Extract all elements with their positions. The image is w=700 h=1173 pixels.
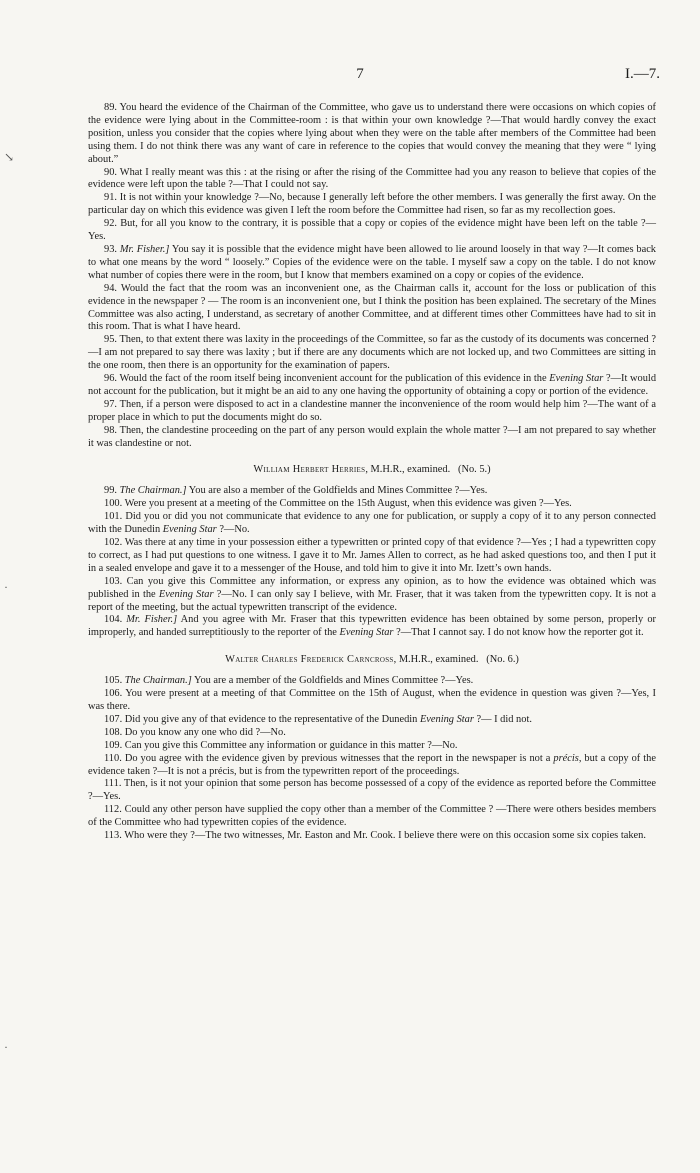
- answer-text: Was there at any time in your possession either a typewritten or printed copy of that evidence ?—Yes ; I had a typewritten copy to correct, as I had put questions to one witness. I gave it to Mr. James Allen to correct, as he had asked questions too, and then I put it in a sealed envelope and gave it to a messenger of the House, and told him to give it into Mr. Izett’s own hands.: [88, 537, 657, 574]
- witness-number: (No. 6.): [486, 654, 519, 666]
- question-paragraph: [88, 102, 656, 167]
- question-paragraph: [88, 804, 656, 830]
- answer-text: You heard the evidence of the Chairman of the Committee, who gave us to understand there were occasions on which copies of the evidence were lying about in the Committee-room : is that within your own knowledge ?—That would hardly convey the exact position, unless you consider that the copies where lying about when they were on the table after members of the Committee had been using them. I do not think there was any want of care in reference to the copies that would convey the meaning that they were “ lying about.”: [88, 102, 656, 165]
- document-body: [88, 102, 656, 843]
- italic-reference: précis: [553, 752, 579, 764]
- question-paragraph: [88, 218, 656, 244]
- italic-reference: Evening Star: [162, 524, 217, 536]
- question-number: 102.: [104, 537, 125, 548]
- answer-text: Can you give this Committee any information or guidance in this matter ?—No.: [124, 739, 458, 751]
- margin-mark: ↘: [4, 150, 15, 164]
- answer-text: Would the fact that the room was an inconvenient one, as the Chairman calls it, account for the loss or publication of this evidence in the newspaper ? — The room is an inconvenient one, but I think the position has been explained. The secretary of the Mines Committee was also acting, I understand, as secretary of another Committee, and at different times other Committees have had to sit in this room. That is what I have heard.: [88, 282, 656, 333]
- page-header: [60, 66, 660, 86]
- question-number: 107.: [104, 713, 125, 725]
- question-text: Did you give any of that evidence to the representative of the Dunedin: [124, 713, 420, 725]
- answer-text: It is not within your knowledge ?—No, because I generally left before the other members. I was generally the first away. On the particular day on which this evidence was given I left the room before the Committee had risen, so far as my recollection goes.: [88, 192, 657, 217]
- question-paragraph: [88, 498, 656, 511]
- question-number: 94.: [104, 282, 121, 294]
- question-text: Did you or did you not communicate that evidence to any one for publication, or supply a copy of it to any person connected with the Dunedin: [88, 511, 656, 536]
- answer-text: ?—No. I can only say I believe, with Mr. Fraser, that it was taken from the typewritten copy. It is not a report of the meeting, but the actual typewritten transcript of the evidence.: [88, 588, 657, 613]
- question-number: 109.: [104, 739, 125, 751]
- answer-text: Do you know any one who did ?—No.: [124, 726, 286, 738]
- question-paragraph: [88, 830, 656, 843]
- question-number: 97.: [104, 398, 120, 410]
- question-paragraph: [88, 778, 656, 804]
- question-number: 110.: [104, 752, 125, 764]
- page-reference: I.—7.: [625, 66, 660, 82]
- question-paragraph: [88, 399, 656, 425]
- answer-text: Then, to that extent there was laxity in the proceedings of the Committee, so far as the custody of its documents was concerned ?—I am not prepared to say there was laxity ; but if there are any documents which are not locked up, and two Committees are sitting in the one room, then there is an opportunity for the examination of papers.: [88, 334, 656, 372]
- answer-text: Then, if a person were disposed to act in a clandestine manner the inconvenience of the room would help him ?—The want of a proper place in which to put the documents might do so.: [88, 398, 656, 423]
- question-number: 89.: [104, 102, 120, 113]
- question-paragraph: [88, 373, 656, 399]
- answer-text: But, for all you know to the contrary, it is possible that a copy or copies of the evidence might have been left on the table ?—Yes.: [88, 218, 656, 243]
- page-number: 7: [356, 66, 364, 82]
- answer-text: Who were they ?—The two witnesses, Mr. Easton and Mr. Cook. I believe there were on this occasion some six copies taken.: [124, 830, 646, 842]
- question-text: Can you give this Committee any information, or express any opinion, as to how the evidence was obtained which was published in the: [88, 575, 657, 600]
- answer-text: ?—It would not account for the publication, but it might be an aid to any one having the opportunity of obtaining a copy or portion of the evidence.: [88, 373, 657, 397]
- answer-text: Could any other person have supplied the copy other than a member of the Committee ? —There were others besides members of the Committee who had typewritten copies of the evidence.: [88, 804, 657, 829]
- answer-text: ?—That I cannot say. I do not know how the reporter got it.: [393, 627, 644, 639]
- answer-text: You are a member of the Goldfields and Mines Committee ?—Yes.: [193, 675, 474, 687]
- question-text: Would the fact of the room itself being inconvenient account for the publication of this evidence in the: [119, 373, 550, 385]
- answer-text: ?—No.: [216, 524, 250, 536]
- testimony-group-fraser: [88, 102, 656, 450]
- testimony-group-herries: [88, 485, 656, 640]
- question-paragraph: [88, 511, 656, 537]
- answer-text: What I really meant was this : at the rising or after the rising of the Committee had you any reason to believe that copies of the evidence were left upon the table ?—That I could not say.: [88, 166, 656, 191]
- question-paragraph: [88, 485, 656, 498]
- question-paragraph: [88, 688, 656, 714]
- question-number: 92.: [104, 218, 121, 230]
- question-text: Do you agree with the evidence given by previous witnesses that the report in the newspaper is not a: [124, 752, 554, 764]
- question-number: 112.: [104, 804, 125, 816]
- speaker-label: Mr. Fisher.]: [126, 614, 178, 626]
- answer-text: , but a copy of the evidence taken ?—It is not a précis, but is from the typewritten report of the proceedings.: [88, 752, 656, 777]
- question-number: 99.: [104, 485, 120, 497]
- question-paragraph: [88, 283, 656, 335]
- margin-mark: ·: [4, 580, 8, 594]
- question-paragraph: [88, 425, 656, 451]
- testimony-group-carncross: [88, 675, 656, 843]
- question-number: 95.: [104, 334, 120, 346]
- question-number: 101.: [104, 511, 126, 523]
- answer-text: You were present at a meeting of that Committee on the 15th of August, when the evidence in question was given ?—Yes, I was there.: [88, 688, 656, 712]
- witness-heading-herries: [88, 464, 656, 477]
- speaker-label: The Chairman.]: [119, 485, 187, 497]
- question-number: 108.: [104, 726, 125, 738]
- answer-text: Then, the clandestine proceeding on the part of any person would explain the whole matter ?—I am not prepared to say whether it was clandestine or not.: [88, 424, 656, 449]
- answer-text: You say it is possible that the evidence might have been allowed to lie around loosely in that way ?—It comes back to what one means by the word “ loosely.” Copies of the evidence were on the table. I myself saw a copy on the table. I do not know what number of copies there were in the room, but I know that members examined on a copy or copies of the evidence.: [88, 243, 657, 281]
- question-number: 106.: [104, 688, 126, 700]
- answer-text: Were you present at a meeting of the Committee on the 15th August, when this evidence was given ?—Yes.: [124, 498, 572, 510]
- question-paragraph: [88, 244, 656, 283]
- italic-reference: Evening Star: [419, 713, 474, 725]
- question-paragraph: [88, 192, 656, 218]
- witness-suffix: , M.H.R., examined.: [365, 464, 451, 476]
- question-number: 103.: [104, 575, 127, 587]
- answer-text: Then, is it not your opinion that some person has become possessed of a copy of the evidence as reported before the Committee ?—Yes.: [88, 778, 656, 803]
- question-number: 104.: [104, 614, 127, 626]
- question-paragraph: [88, 675, 656, 688]
- question-text: And you agree with Mr. Fraser that this typewritten evidence has been obtained by some person, properly or improperly, and handed surreptitiously to the reporter of the: [88, 614, 656, 639]
- question-paragraph: [88, 714, 656, 727]
- question-paragraph: [88, 727, 656, 740]
- witness-name: Walter Charles Frederick Carncross: [225, 654, 394, 666]
- question-number: 113.: [104, 830, 125, 842]
- italic-reference: Evening Star: [549, 373, 604, 385]
- question-paragraph: [88, 753, 656, 779]
- question-number: 98.: [104, 424, 120, 436]
- margin-mark: ·: [4, 1040, 8, 1054]
- question-number: 100.: [104, 498, 125, 510]
- question-paragraph: [88, 537, 656, 576]
- witness-suffix: , M.H.R., examined.: [393, 654, 479, 666]
- question-paragraph: [88, 167, 656, 193]
- question-number: 91.: [104, 192, 120, 204]
- question-number: 96.: [104, 373, 120, 385]
- speaker-label: The Chairman.]: [124, 675, 192, 687]
- italic-reference: Evening Star: [339, 627, 394, 639]
- speaker-label: Mr. Fisher.]: [119, 243, 170, 255]
- witness-heading-carncross: [88, 654, 656, 667]
- question-paragraph: [88, 576, 656, 615]
- question-number: 93.: [104, 243, 120, 255]
- answer-text: You are also a member of the Goldfields and Mines Committee ?—Yes.: [188, 485, 488, 497]
- witness-name: William Herbert Herries: [253, 464, 366, 476]
- italic-reference: Evening Star: [158, 588, 214, 600]
- question-paragraph: [88, 614, 656, 640]
- question-paragraph: [88, 334, 656, 373]
- question-number: 105.: [104, 675, 125, 687]
- question-number: 111.: [104, 778, 124, 790]
- answer-text: ?— I did not.: [473, 713, 532, 725]
- question-paragraph: [88, 740, 656, 753]
- witness-number: (No. 5.): [457, 464, 491, 476]
- question-number: 90.: [104, 166, 120, 178]
